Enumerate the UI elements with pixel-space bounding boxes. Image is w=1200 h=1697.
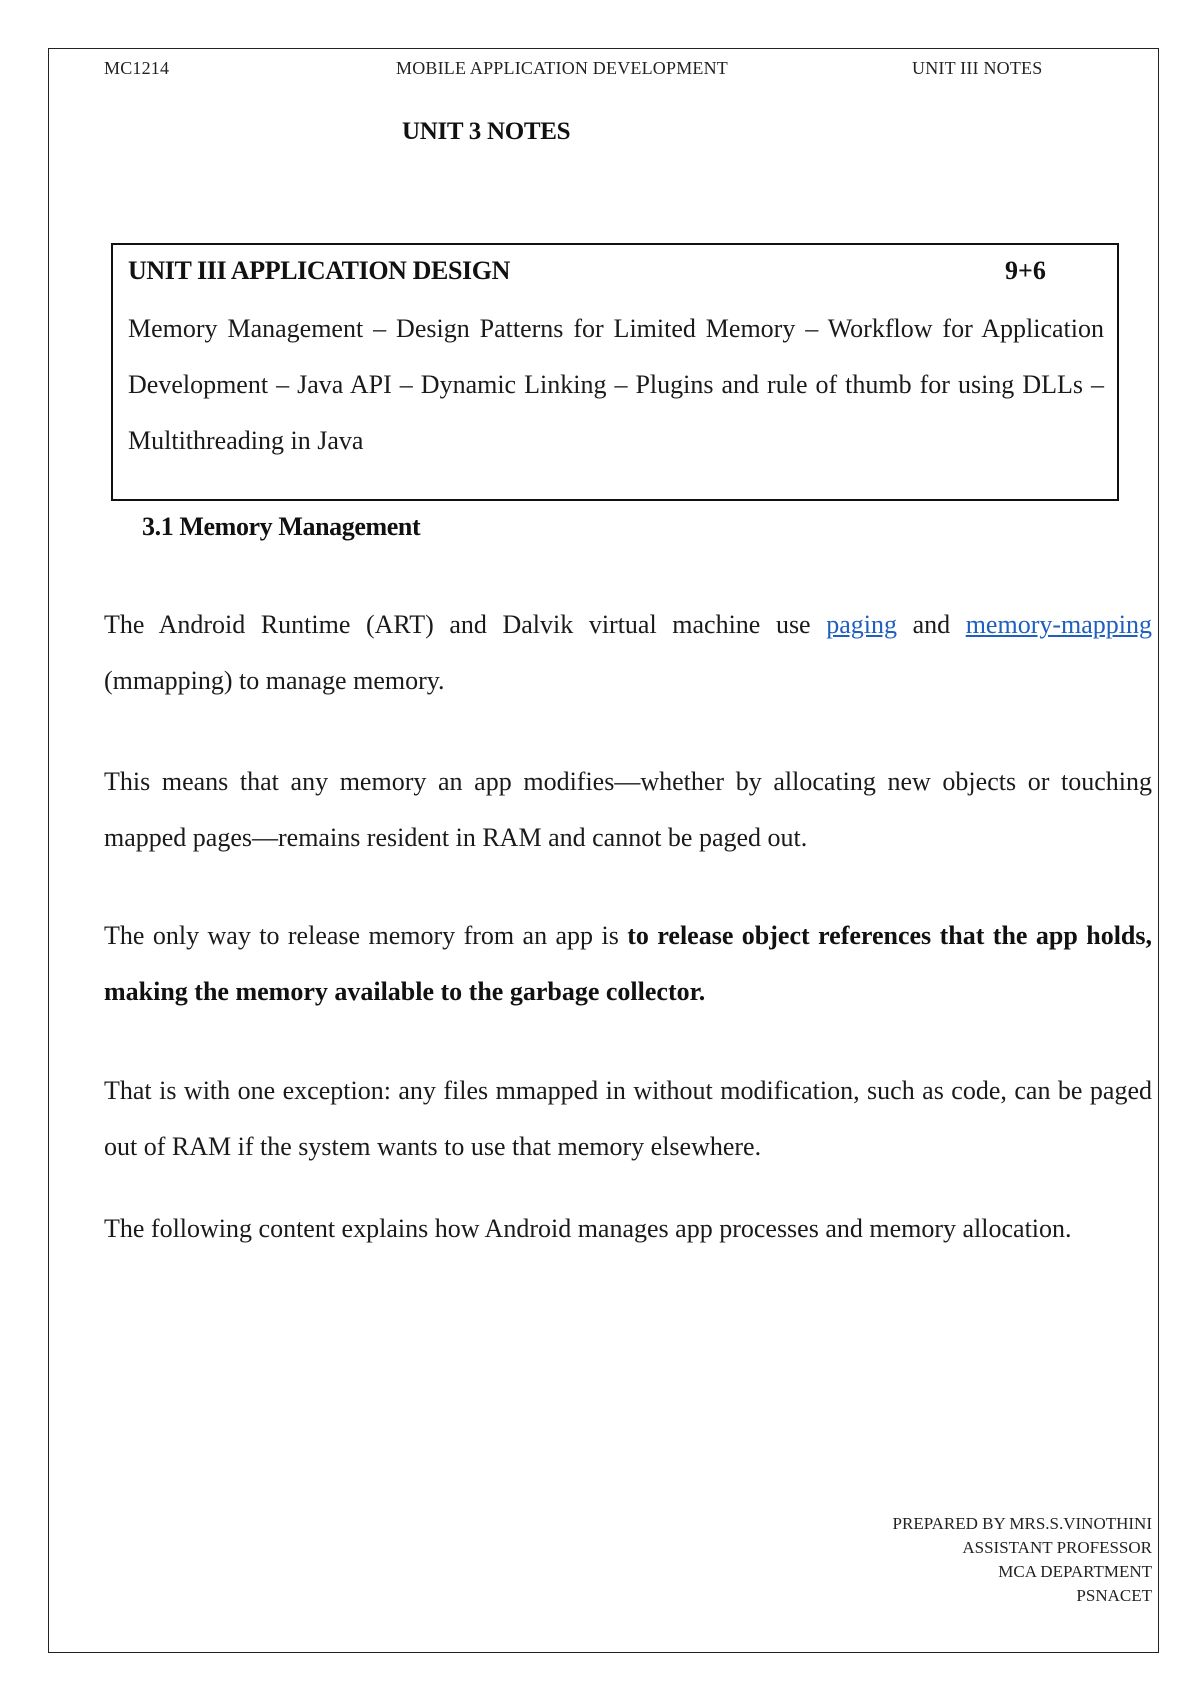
paragraph-2: This means that any memory an app modifies—whether by allocating new objects or touching mapped pages—remains resident in RAM and cannot be paged out. [104,767,1152,852]
header-unit-label: UNIT III NOTES [912,58,1043,78]
paragraph-1 [104,597,1152,709]
paragraph-3 [104,908,1152,1020]
footer-credits [752,1512,1152,1608]
memory-mapping-link[interactable]: memory-mapping [965,610,1152,639]
paging-link[interactable]: paging [826,610,897,639]
paragraph-3-bold-text: to release object references that the app holds, making the memory available to the garbage collector [104,921,1152,1006]
header-course-code: MC1214 [104,58,170,78]
paragraph-4: That is with one exception: any files mmapped in without modification, such as code, can be paged out of RAM if the system wants to use that memory elsewhere. [104,1076,1152,1161]
paragraph-1-text-before: The Android Runtime (ART) and Dalvik virtual machine use [104,610,827,639]
syllabus-topics: Memory Management – Design Patterns for Limited Memory – Workflow for Application Development – Java API – Dynamic Linking – Plugins and rule of thumb for using DLLs – Multithreading in Java [128,314,1104,455]
paragraph-1-text-after: (mmapping) to manage memory. [104,666,445,695]
paragraph-1-text-between: and [896,610,966,639]
paragraph-3-text-before: The only way to release memory from an app is [104,921,628,950]
header-subject: MOBILE APPLICATION DEVELOPMENT [396,58,728,78]
page-title: UNIT 3 NOTES [402,118,571,145]
syllabus-hours: 9+6 [1005,256,1046,285]
syllabus-heading: UNIT III APPLICATION DESIGN [128,256,510,285]
footer-institution: PSNACET [1076,1586,1152,1605]
footer-designation: ASSISTANT PROFESSOR [962,1538,1152,1557]
footer-department: MCA DEPARTMENT [998,1562,1152,1581]
footer-prepared-by: PREPARED BY MRS.S.VINOTHINI [892,1514,1152,1533]
paragraph-5: The following content explains how Android manages app processes and memory allocation. [104,1214,1072,1243]
section-heading: 3.1 Memory Management [142,512,421,541]
paragraph-3-text-after: . [698,977,706,1006]
